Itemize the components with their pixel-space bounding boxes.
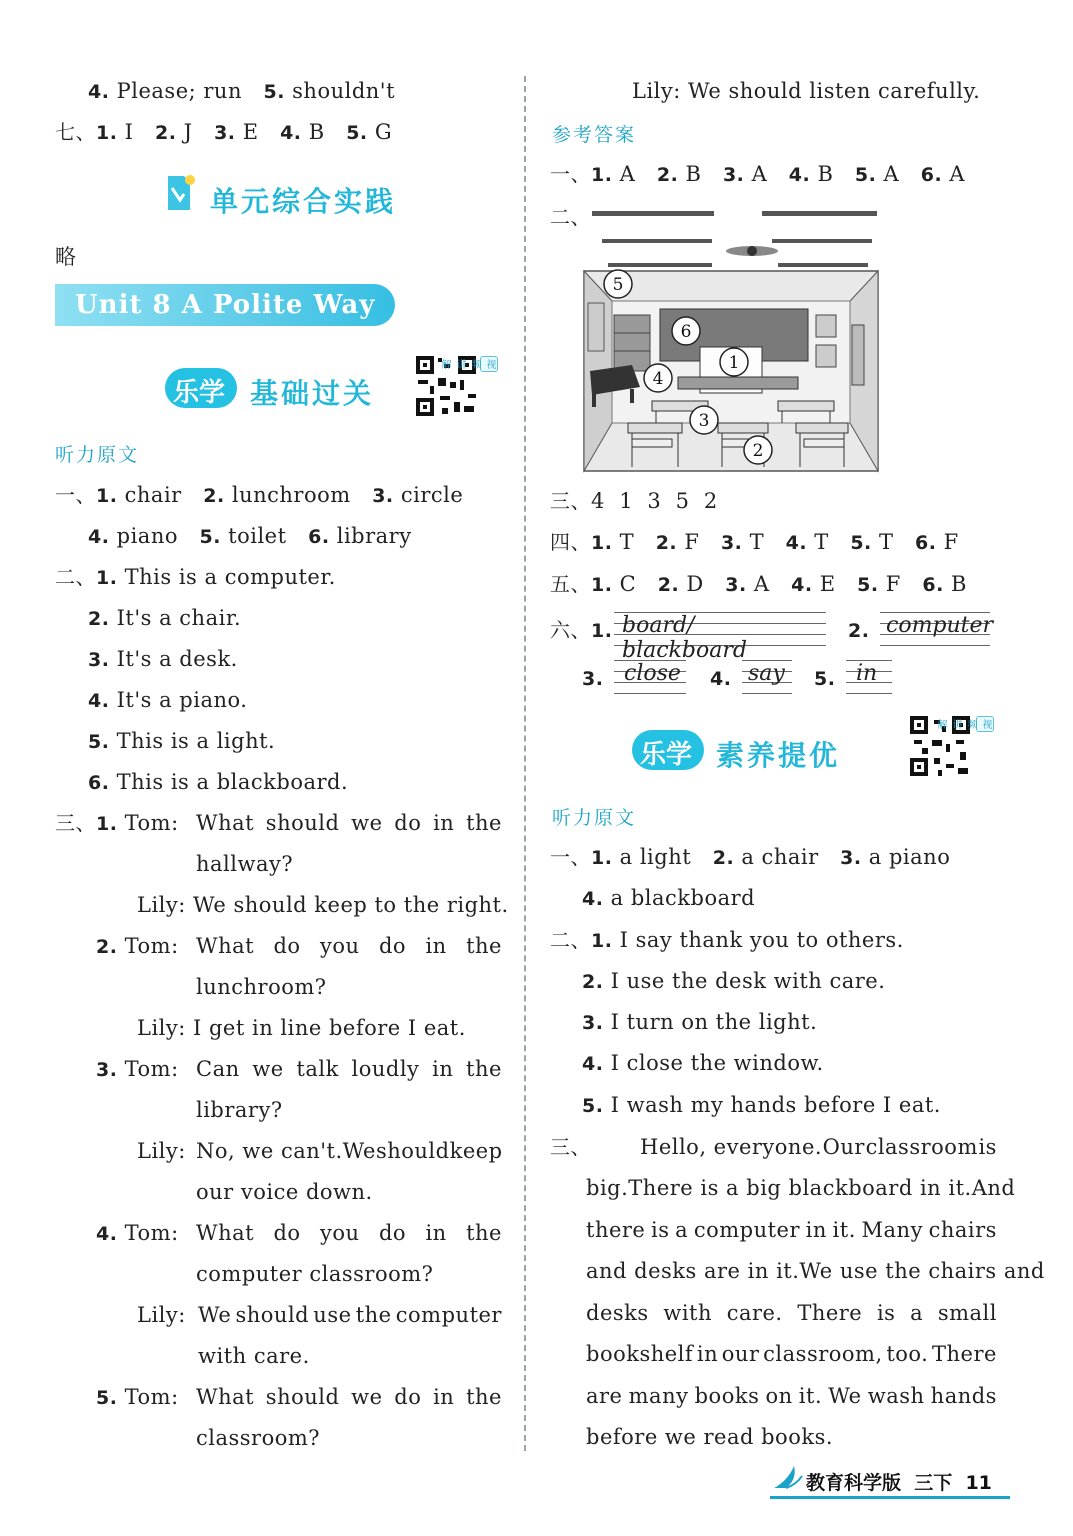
- r3-answers: 三、4 1 3 5 2: [550, 489, 718, 513]
- s2-item-2: 2. It's a chair.: [88, 606, 242, 630]
- q1-row2: 4. a blackboard: [582, 886, 756, 910]
- q2-item-3: 3. I turn on the light.: [582, 1010, 818, 1034]
- s3-d4-answer-speaker: Lily:: [137, 1303, 186, 1327]
- passage-line-3: there is a computer in it. Many chairs: [586, 1218, 997, 1242]
- r6-label-3: 3.: [582, 668, 604, 690]
- passage-line-4: and desks are in it. We use the chairs and: [586, 1259, 1045, 1283]
- s2-item-1: 二、1. This is a computer.: [55, 565, 336, 589]
- answers-heading: 参考答案: [552, 124, 637, 146]
- handwritten-answer-1: board/ blackboard: [622, 613, 747, 663]
- q2-item-1: 二、1. I say thank you to others.: [550, 928, 904, 952]
- s3-d1-speaker: 三、1. Tom:: [55, 811, 179, 835]
- lexue-badge: 乐学: [165, 368, 237, 408]
- s3-d2-question-cont: lunchroom?: [196, 975, 327, 999]
- r6-label-1: 六、1.: [550, 618, 613, 642]
- r6-label-2: 2.: [848, 620, 870, 642]
- s3-d3-speaker: 3. Tom:: [96, 1057, 179, 1081]
- passage-line-1: Hello, everyone. Our classroom is: [640, 1135, 997, 1159]
- s1-row1: 一、1. chair 2. lunchroom 3. circle: [55, 483, 464, 507]
- unit-banner: [55, 284, 395, 326]
- s3-d2-answer: Lily: I get in line before I eat.: [137, 1016, 466, 1040]
- bird-logo-icon: [772, 1462, 804, 1492]
- r1-answers: 一、1. A 2. B 3. A 4. B 5. A 6. A: [550, 162, 966, 186]
- s1-row2: 4. piano 5. toilet 6. library: [88, 524, 412, 548]
- lexue-badge-2: 乐学: [632, 730, 704, 770]
- s3-d4-answer: We should use the computer: [198, 1303, 502, 1327]
- label-1: 1: [728, 353, 740, 373]
- s3-d5-question: What should we do in the: [196, 1385, 502, 1409]
- label-5: 5: [612, 275, 624, 295]
- q1-row1: 一、1. a light 2. a chair 3. a piano: [550, 845, 951, 869]
- q2-item-2: 2. I use the desk with care.: [582, 969, 886, 993]
- footer-edition: 教育科学版 三下 11: [806, 1472, 992, 1494]
- listening-heading-2: 听力原文: [552, 807, 637, 829]
- s2-item-3: 3. It's a desk.: [88, 647, 238, 671]
- practice-banner: 单元综合实践: [210, 185, 397, 218]
- r6-label-5: 5.: [814, 668, 836, 690]
- top-line: Lily: We should listen carefully.: [632, 79, 981, 103]
- writing-line-1: [614, 612, 826, 663]
- s3-d4-speaker: 4. Tom:: [96, 1221, 179, 1245]
- r5-answers: 五、1. C 2. D 3. A 4. E 5. F 6. B: [550, 572, 967, 596]
- video-lecture-label-2: 视频讲解: [976, 716, 994, 732]
- listening-heading: 听力原文: [55, 444, 140, 466]
- q2-item-5: 5. I wash my hands before I eat.: [582, 1093, 941, 1117]
- s3-d2-question: What do you do in the: [196, 934, 502, 958]
- s3-d1-question: What should we do in the: [196, 811, 502, 835]
- s3-d3-answer-speaker: Lily:: [137, 1139, 186, 1163]
- s3-d1-question-cont: hallway?: [196, 852, 294, 876]
- s3-d4-answer-cont: with care.: [198, 1344, 310, 1368]
- handwritten-answer-5: in: [856, 661, 878, 686]
- s3-d3-question: Can we talk loudly in the: [196, 1057, 502, 1081]
- column-divider: [524, 76, 526, 1451]
- basic-banner: 基础过关: [250, 377, 375, 410]
- writing-line-5: [846, 660, 892, 694]
- s3-d3-answer-cont: our voice down.: [196, 1180, 373, 1204]
- s3-d4-question-cont: computer classroom?: [196, 1262, 434, 1286]
- unit-title: Unit 8 A Polite Way: [75, 290, 376, 320]
- s3-d2-speaker: 2. Tom:: [96, 934, 179, 958]
- r4-answers: 四、1. T 2. F 3. T 4. T 5. T 6. F: [550, 530, 959, 554]
- s3-d4-question: What do you do in the: [196, 1221, 502, 1245]
- q3-section: 三、: [550, 1135, 591, 1159]
- answer-line-4-5: 4. Please; run 5. shouldn't: [88, 79, 396, 103]
- passage-line-2: big. There is a big blackboard in it. And: [586, 1176, 1016, 1200]
- r6-label-4: 4.: [710, 668, 732, 690]
- practice-answer: 略: [55, 245, 77, 269]
- label-2: 2: [752, 441, 764, 461]
- s2-item-5: 5. This is a light.: [88, 729, 276, 753]
- writing-line-2: [880, 612, 994, 646]
- s3-d3-answer: No, we can't. We should keep: [196, 1139, 503, 1163]
- writing-line-4: [742, 660, 792, 694]
- passage-line-8: before we read books.: [586, 1425, 834, 1449]
- s3-d5-speaker: 5. Tom:: [96, 1385, 179, 1409]
- passage-line-5: desks with care. There is a small: [586, 1301, 997, 1325]
- s3-d1-answer: Lily: We should keep to the right.: [137, 893, 509, 917]
- s2-item-6: 6. This is a blackboard.: [88, 770, 349, 794]
- handwritten-answer-2: computer: [886, 613, 994, 638]
- s3-d5-question-cont: classroom?: [196, 1426, 321, 1450]
- classroom-illustration: [582, 205, 882, 473]
- q2-item-4: 4. I close the window.: [582, 1051, 824, 1075]
- video-lecture-label: 视频讲解: [480, 356, 498, 372]
- handwritten-answer-3: close: [624, 661, 681, 686]
- label-6: 6: [680, 322, 692, 342]
- passage-line-7: are many books on it. We wash hands: [586, 1384, 997, 1408]
- writing-line-3: [614, 660, 686, 694]
- s2-item-4: 4. It's a piano.: [88, 688, 248, 712]
- footer-underline: [770, 1496, 1010, 1499]
- handwritten-answer-4: say: [748, 661, 785, 686]
- label-3: 3: [698, 411, 710, 431]
- label-4: 4: [652, 369, 664, 389]
- section-7-answers: 七、1. I 2. J 3. E 4. B 5. G: [55, 120, 393, 144]
- quality-banner: 素养提优: [716, 739, 841, 772]
- r2-section: 二、: [550, 205, 591, 229]
- book-icon: [162, 172, 198, 216]
- passage-line-6: bookshelf in our classroom, too. There: [586, 1342, 997, 1366]
- s3-d3-question-cont: library?: [196, 1098, 283, 1122]
